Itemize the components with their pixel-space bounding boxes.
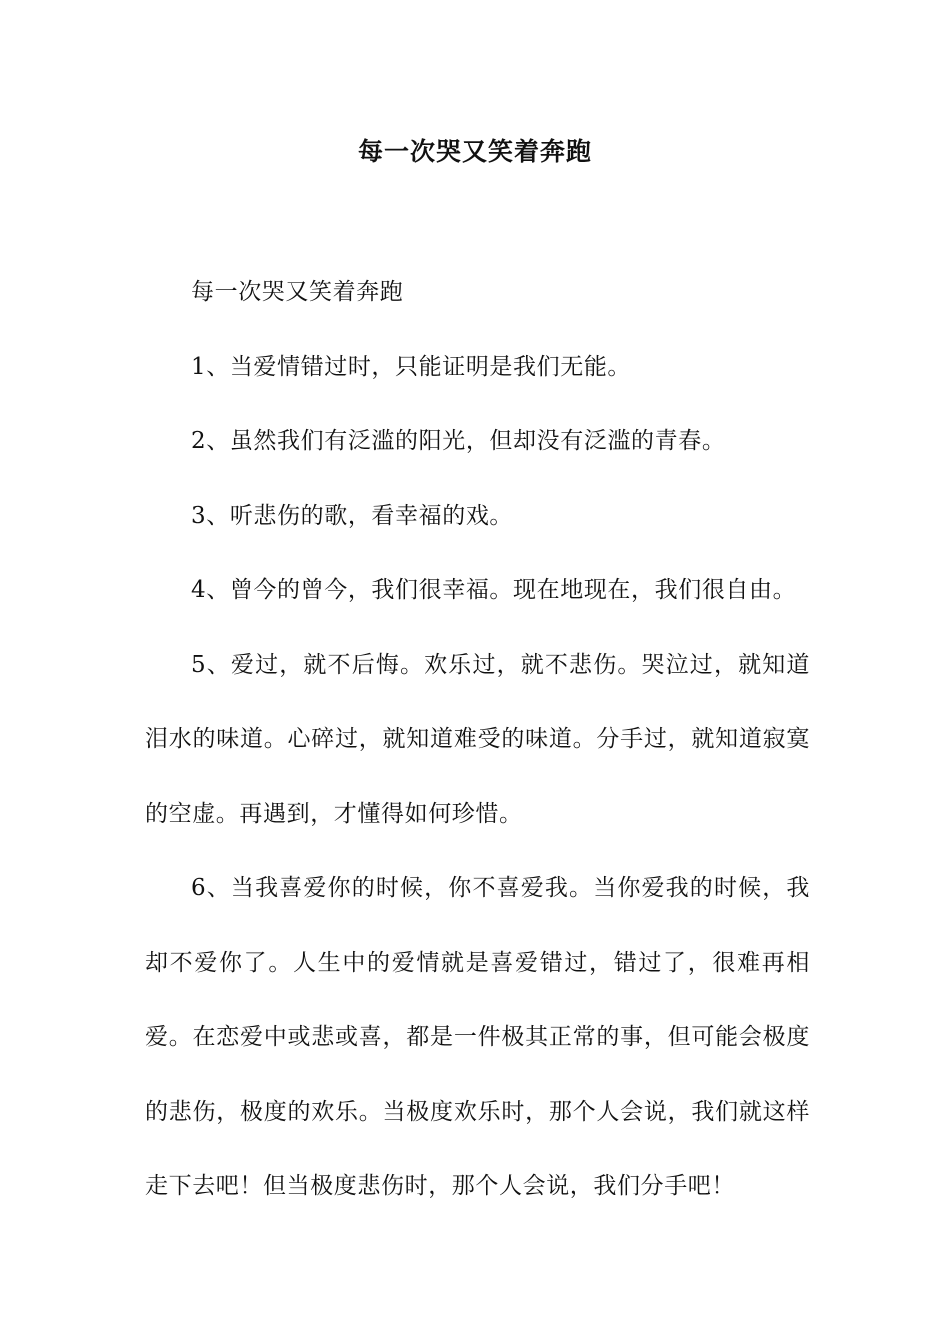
document-body: [145, 255, 810, 1224]
paragraph-item-2: 2、虽然我们有泛滥的阳光，但却没有泛滥的青春。: [191, 428, 726, 454]
paragraph-item-6: 6、当我喜爱你的时候，你不喜爱我。当你爱我的时候，我却不爱你了。人生中的爱情就是喜爱错过，错过了，很难再相爱。在恋爱中或悲或喜，都是一件极其正常的事，但可能会极度的悲伤，极度的欢乐。当极度欢乐时，那个人会说，我们就这样走下去吧！但当极度悲伤时，那个人会说，我们分手吧！: [145, 875, 810, 1199]
paragraph-subtitle: 每一次哭又笑着奔跑: [191, 279, 404, 305]
document-title: 每一次哭又笑着奔跑: [357, 137, 592, 166]
paragraph-item-4: 4、曾今的曾今，我们很幸福。现在地现在，我们很自由。: [191, 577, 797, 603]
paragraph-item-3: 3、听悲伤的歌，看幸福的戏。: [191, 502, 514, 529]
paragraph-item-1: 1、当爱情错过时，只能证明是我们无能。: [191, 353, 632, 380]
paragraph-item-5: 5、爱过，就不后悔。欢乐过，就不悲伤。哭泣过，就知道泪水的味道。心碎过，就知道难受的味道。分手过，就知道寂寞的空虚。再遇到，才懂得如何珍惜。: [145, 651, 810, 827]
